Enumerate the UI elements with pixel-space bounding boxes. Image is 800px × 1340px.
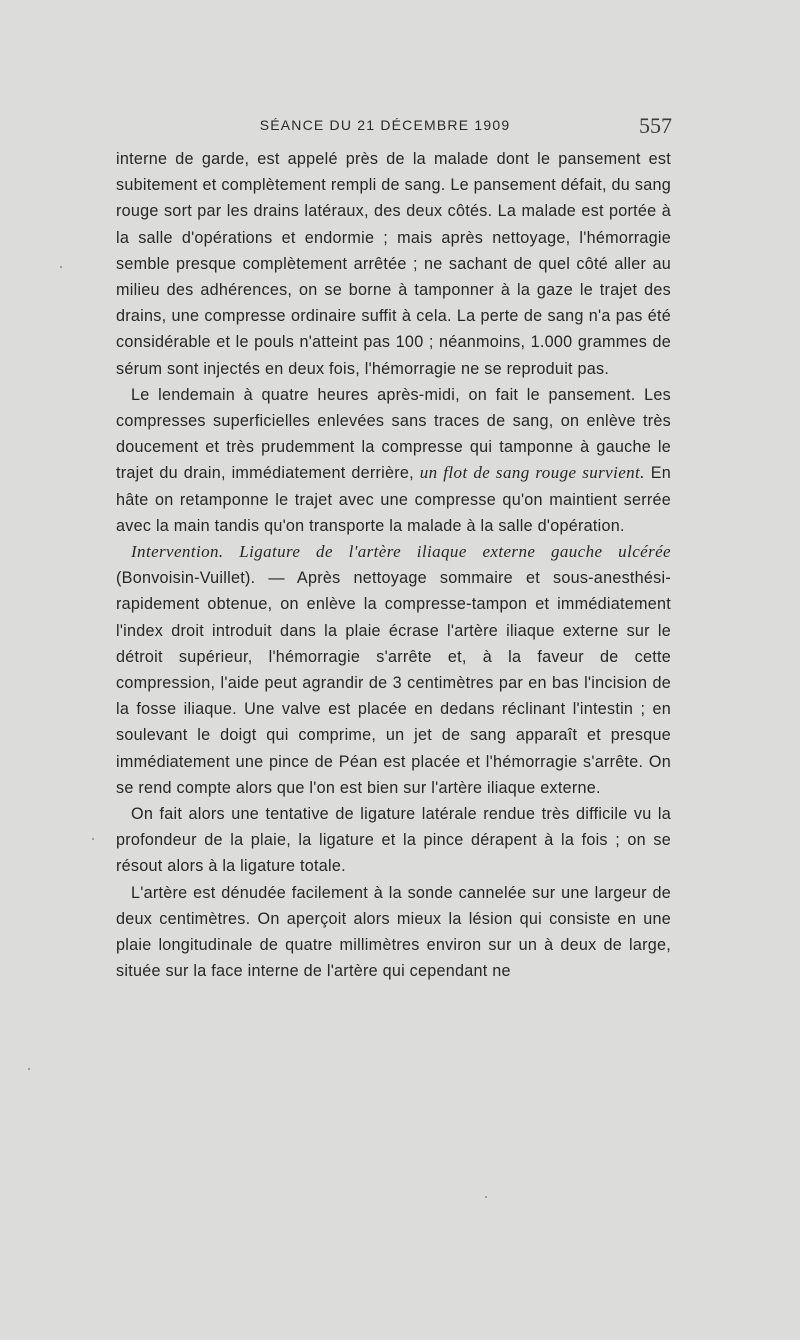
scan-speck <box>60 266 62 268</box>
scan-speck <box>92 838 94 840</box>
running-head: SÉANCE DU 21 DÉCEMBRE 1909 <box>259 117 511 133</box>
paragraph-1 <box>116 146 671 382</box>
body-text <box>116 146 671 985</box>
paragraph-5-text: L'artère est dénudée facilement à la sonde cannelée sur une largeur de deux centimètres. On aperçoit alors mieux la lésion qui consiste en une plaie longitudinale de quatre millimètres environ sur un à deux de large, située sur la face interne de l'artère qui cependant ne <box>116 883 671 981</box>
paragraph-3-text: (Bonvoisin-Vuillet). — Après nettoyage sommaire et sous-anesthési-rapidement obtenue, on enlève la compresse-tampon et immédiatement l'index droit introduit dans la plaie écrase l'artère iliaque externe sur le détroit supérieur, l'hémorragie s'arrête et, à la faveur de cette compression, l'aide peut agrandir de 3 centimètres par en bas l'incision de la fosse iliaque. Une valve est placée en dedans réclinant l'intestin ; en soulevant le doigt qui comprime, un jet de sang apparaît et presque immédiatement une pince de Péan est placée et l'hémorragie s'arrête. On se rend compte alors que l'on est bien sur l'artère iliaque externe. <box>116 569 671 797</box>
paragraph-4 <box>116 801 671 880</box>
paragraph-3 <box>116 539 671 801</box>
section-heading-intervention: Intervention. Ligature de l'artère iliaque externe gauche ulcérée <box>131 542 671 562</box>
paragraph-2 <box>116 382 671 539</box>
paragraph-2-italic: un flot de sang rouge survient. <box>419 463 645 483</box>
page-header <box>0 113 800 141</box>
paragraph-2-text-start: Le lendemain à quatre heures après-midi, on fait le pansement. Les compresses superficielles enlevées sans traces de sang, on enlève très doucement et très prudemment la compresse qui tamponne à gauche le trajet du drain, immédiatement derrière, <box>116 385 671 483</box>
scan-speck <box>485 1196 487 1198</box>
paragraph-2-text-end: En hâte on retamponne le trajet avec une compresse qu'on maintient serrée avec la main tandis qu'on transporte la malade à la salle d'opération. <box>116 464 672 535</box>
page-number: 557 <box>639 113 672 138</box>
paragraph-1-text: interne de garde, est appelé près de la malade dont le pansement est subitement et complètement rempli de sang. Le pansement défait, du sang rouge sort par les drains latéraux, des deux côtés. La malade est portée à la salle d'opérations et endormie ; mais après nettoyage, l'hémorragie semble presque complètement arrêtée ; ne sachant de quel côté aller au milieu des adhérences, on se borne à tamponner à la gaze le trajet des drains, une compresse ordinaire suffit à cela. La perte de sang n'a pas été considérable et le pouls n'atteint pas 100 ; néanmoins, 1.000 grammes de sérum sont injectés en deux fois, l'hémorragie ne se reproduit pas. <box>116 150 671 378</box>
scan-speck <box>28 1068 30 1070</box>
paragraph-5 <box>116 880 671 985</box>
paragraph-4-text: On fait alors une tentative de ligature latérale rendue très difficile vu la profondeur de la plaie, la ligature et la pince dérapent à la fois ; on se résout alors à la ligature totale. <box>116 805 671 876</box>
